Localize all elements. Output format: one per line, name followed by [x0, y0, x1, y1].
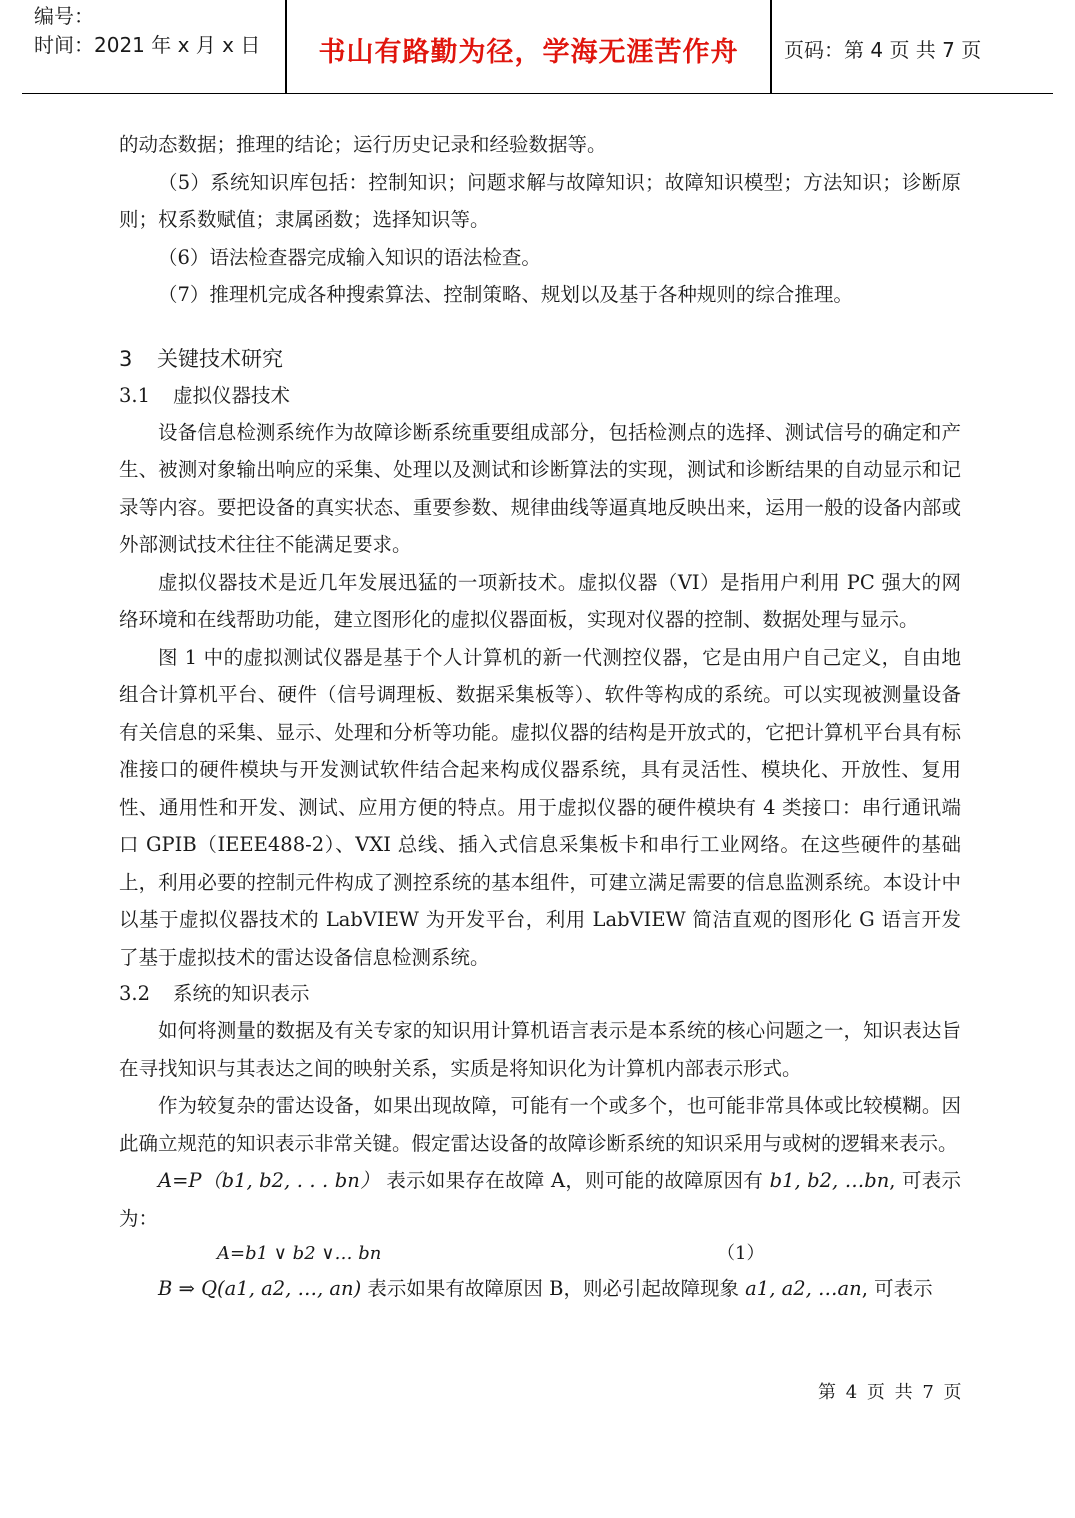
paragraph: 图 1 中的虚拟测试仪器是基于个人计算机的新一代测控仪器，它是由用户自己定义，自由地组合计算机平台、硬件（信号调理板、数据采集板等）、软件等构成的系统。可以实现被测量设备有关信息的采集、显示、处理和分析等功能。虚拟仪器的结构是开放式的，它把计算机平台具有标准接口的硬件模块与开发测试软件结合起来构成仪器系统，具有灵活性、模块化、开放性、复用性、通用性和开发、测试、应用方便的特点。用于虚拟仪器的硬件模块有 4 类接口：串行通讯端口 GPIB（IEEE488-2）、VXI 总线、插入式信息采集板卡和串行工业网络。在这些硬件的基础上，利用必要的控制元件构成了测控系统的基本组件，可建立满足需要的信息监测系统。本设计中以基于虚拟仪器技术的 LabVIEW 为开发平台，利用 LabVIEW 简洁直观的图形化 G 语言开发了基于虚拟技术的雷达设备信息检测系统。 [119, 645, 961, 969]
subsection-number: 3.2 [119, 982, 151, 1005]
section-title: 关键技术研究 [157, 346, 283, 371]
document-body [119, 126, 961, 1308]
list-item: （6）语法检查器完成输入知识的语法检查。 [158, 245, 541, 269]
paragraph: 虚拟仪器技术是近几年发展迅猛的一项新技术。虚拟仪器（VI）是指用户利用 PC 强大的网络环境和在线帮助功能，建立图形化的虚拟仪器面板，实现对仪器的控制、数据处理与显示。 [119, 570, 961, 631]
paragraph: 如何将测量的数据及有关专家的知识用计算机语言表示是本系统的核心问题之一，知识表达旨在寻找知识与其表达之间的映射关系，实质是将知识化为计算机内部表示形式。 [119, 1019, 961, 1080]
formula-tail: , 可表示为： [119, 1169, 961, 1230]
document-number-label: 编号： [34, 4, 94, 28]
header-motto: 书山有路勤为径，学海无涯苦作舟 [318, 37, 739, 68]
formula-lhs: B ⇒ Q(a1, a2, …, an) [158, 1277, 362, 1300]
page-header [22, 0, 1053, 94]
subsection-heading [119, 976, 961, 1012]
header-meta [34, 0, 286, 93]
header-divider [770, 0, 772, 93]
page-footer: 第 4 页 共 7 页 [818, 1382, 964, 1403]
equation-row [119, 1238, 961, 1270]
section-number: 3 [119, 346, 133, 371]
equation-number: （1） [717, 1243, 765, 1264]
formula-text: 表示如果存在故障 A，则可能的故障原因有 [386, 1169, 764, 1192]
formula-variables: b1, b2, …bn [769, 1169, 890, 1192]
list-item: （5）系统知识库包括：控制知识；问题求解与故障知识；故障知识模型；方法知识；诊断原则；权系数赋值；隶属函数；选择知识等。 [119, 170, 961, 231]
formula-definition [119, 1270, 961, 1308]
formula-definition [119, 1162, 961, 1238]
section-heading [119, 340, 961, 378]
paragraph-continuation: 的动态数据；推理的结论；运行历史记录和经验数据等。 [119, 133, 607, 156]
subsection-title: 虚拟仪器技术 [173, 383, 291, 407]
paragraph: 作为较复杂的雷达设备，如果出现故障，可能有一个或多个，也可能非常具体或比较模糊。因此确立规范的知识表示非常关键。假定雷达设备的故障诊断系统的知识采用与或树的逻辑来表示。 [119, 1094, 961, 1155]
list-item: （7）推理机完成各种搜索算法、控制策略、规划以及基于各种规则的综合推理。 [158, 283, 853, 306]
subsection-number: 3.1 [119, 383, 151, 407]
formula-lhs: A=P（b1, b2, . . . bn） [158, 1169, 380, 1192]
document-date: 时间：2021 年 x 月 x 日 [34, 33, 261, 57]
equation: A=b1 ∨ b2 ∨… bn [217, 1243, 382, 1264]
formula-variables: a1, a2, …an [745, 1277, 862, 1300]
subsection-title: 系统的知识表示 [173, 982, 310, 1005]
header-page-code: 页码：第 4 页 共 7 页 [784, 38, 982, 62]
formula-tail: , 可表示 [861, 1277, 933, 1300]
formula-text: 表示如果有故障原因 B，则必引起故障现象 [367, 1277, 739, 1300]
subsection-heading [119, 378, 961, 414]
paragraph: 设备信息检测系统作为故障诊断系统重要组成部分，包括检测点的选择、测试信号的确定和产生、被测对象输出响应的采集、处理以及测试和诊断算法的实现，测试和诊断结果的自动显示和记录等内容。要把设备的真实状态、重要参数、规律曲线等逼真地反映出来，运用一般的设备内部或外部测试技术往往不能满足要求。 [119, 420, 961, 556]
